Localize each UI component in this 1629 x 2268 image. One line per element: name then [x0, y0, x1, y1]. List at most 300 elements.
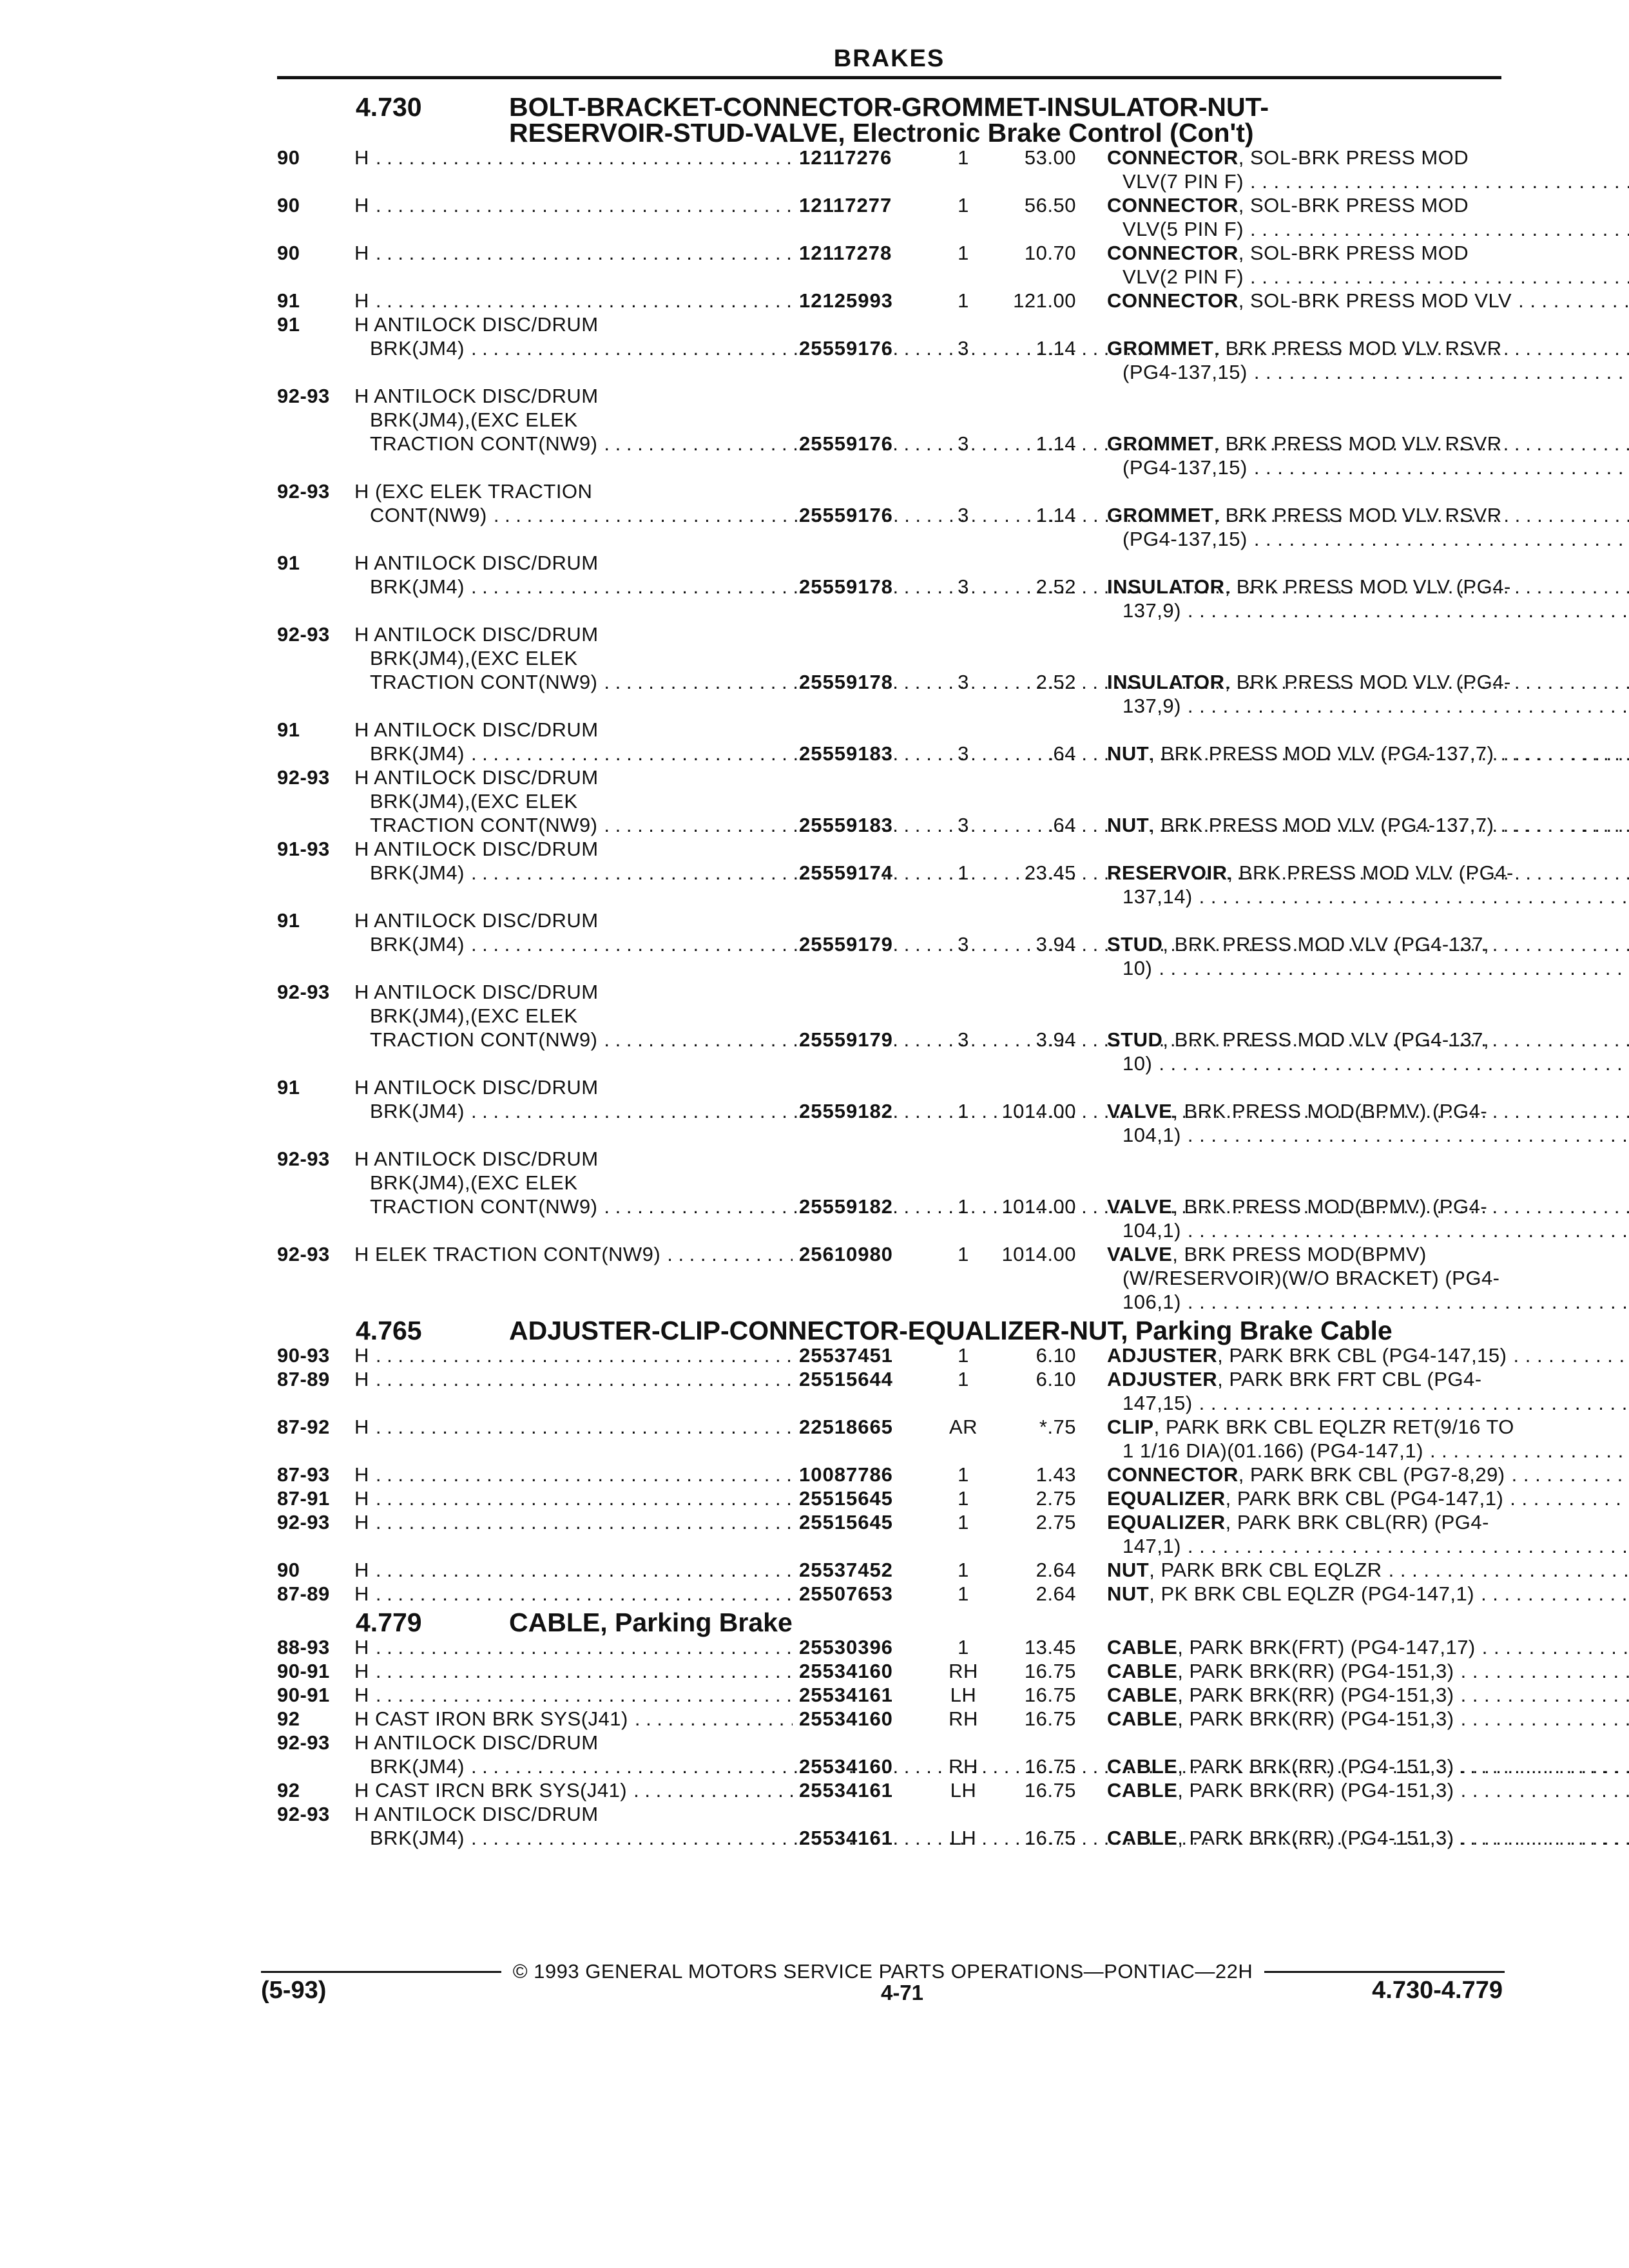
- footer-date: (5-93): [261, 1977, 327, 2004]
- part-name-cell: [1076, 1463, 1629, 1486]
- quantity: 1: [958, 1195, 969, 1218]
- dot-leader: [1481, 1582, 1629, 1606]
- model-years: 90: [277, 194, 300, 216]
- part-noun: EQUALIZER: [1107, 1487, 1226, 1510]
- price-cell: [986, 193, 1076, 241]
- part-name-line: [1107, 1415, 1629, 1439]
- part-name-text: [1107, 336, 1502, 360]
- part-modifier: , PK BRK CBL EQLZR (PG4-147,1): [1149, 1582, 1475, 1605]
- price: 2.64: [1036, 1559, 1076, 1581]
- usage-description: [354, 1075, 799, 1147]
- model-years: 92-93: [277, 1148, 330, 1170]
- price: 2.64: [1036, 1582, 1076, 1605]
- part-name-text: 10): [1123, 957, 1153, 979]
- usage-line: H ANTILOCK DISC/DRUM: [354, 313, 599, 336]
- part-number: 25534160: [799, 1660, 893, 1682]
- part-number: 25515645: [799, 1487, 893, 1510]
- quantity-cell: [941, 1415, 986, 1463]
- part-number-cell: [799, 1778, 941, 1802]
- part-number: 25559176: [799, 337, 893, 360]
- part-name-cell: [1076, 1242, 1629, 1314]
- part-number: 25534160: [799, 1755, 893, 1778]
- quantity: 3: [958, 432, 969, 455]
- part-name-text: [1107, 1582, 1474, 1606]
- price: .64: [1047, 814, 1076, 836]
- model-years: 88-93: [277, 1636, 330, 1658]
- usage-line: H ANTILOCK DISC/DRUM: [354, 1076, 599, 1099]
- part-name-cell: [1076, 1486, 1629, 1510]
- part-name-line: [1107, 932, 1629, 956]
- dot-leader: [1461, 1683, 1629, 1707]
- part-name-cell: [1076, 1707, 1629, 1731]
- part-name-text: [1107, 670, 1511, 694]
- table-row: [277, 1659, 1501, 1683]
- dot-leader: [1254, 456, 1629, 479]
- part-number: 25515644: [799, 1368, 893, 1390]
- part-name-text: [1107, 1486, 1503, 1510]
- part-number: 25559179: [799, 933, 893, 956]
- usage-line: [354, 932, 799, 956]
- part-name-line: [1107, 1558, 1629, 1582]
- price: 6.10: [1036, 1368, 1076, 1390]
- price: 2.75: [1036, 1487, 1076, 1510]
- part-modifier: , PARK BRK(FRT) (PG4-147,17): [1177, 1636, 1476, 1658]
- part-number-cell: [799, 837, 941, 908]
- part-modifier: , PARK BRK CBL EQLZR RET(9/16 TO: [1153, 1416, 1514, 1438]
- part-name-text: [1107, 742, 1494, 765]
- quantity-cell: [941, 384, 986, 479]
- quantity: 1: [958, 861, 969, 884]
- section-heading: [277, 94, 1501, 146]
- part-name-cell: [1076, 908, 1629, 980]
- quantity-cell: [941, 1463, 986, 1486]
- part-name-text: 104,1): [1123, 1124, 1181, 1146]
- part-noun: INSULATOR: [1107, 671, 1225, 693]
- section-number: 4.730: [356, 92, 422, 122]
- usage-line: [354, 1195, 799, 1218]
- model-years: 92-93: [277, 1243, 330, 1265]
- part-number: 25515645: [799, 1511, 893, 1533]
- footer-section-range: 4.730-4.779: [1372, 1977, 1503, 2004]
- price-cell: [986, 1558, 1076, 1582]
- dot-leader: [1461, 1707, 1629, 1731]
- price: 1014.00: [1001, 1195, 1076, 1218]
- quantity-cell: [941, 837, 986, 908]
- part-name-text: [1107, 289, 1512, 312]
- dot-leader: [1199, 1391, 1629, 1415]
- usage-line: H (EXC ELEK TRACTION: [354, 480, 593, 503]
- part-name-line: [1107, 670, 1629, 694]
- price: 16.75: [1024, 1779, 1076, 1802]
- usage-description: [354, 1343, 799, 1367]
- part-modifier: , BRK PRESS MOD VLV RSVR: [1213, 432, 1502, 455]
- part-name-cell: [1076, 1367, 1629, 1415]
- part-number-cell: [799, 1510, 941, 1558]
- part-name-text: [1107, 1415, 1514, 1439]
- price-cell: [986, 908, 1076, 980]
- part-name-line: [1107, 1367, 1629, 1391]
- usage-text: BRK(JM4): [370, 1755, 465, 1778]
- part-number-cell: [799, 1147, 941, 1242]
- usage-line: BRK(JM4),(EXC ELEK: [370, 1004, 578, 1027]
- usage-text: H: [354, 1416, 369, 1438]
- part-modifier: , BRK PRESS MOD(BPMV): [1172, 1243, 1427, 1265]
- dot-leader: [1518, 289, 1629, 312]
- part-name-cell: [1076, 193, 1629, 241]
- model-years: 91-93: [277, 838, 330, 860]
- price-cell: [986, 1683, 1076, 1707]
- quantity: 3: [958, 337, 969, 360]
- price-cell: [986, 837, 1076, 908]
- part-name-line: [1107, 861, 1629, 885]
- dot-leader: [376, 1415, 793, 1439]
- model-years: 91: [277, 718, 300, 741]
- quantity-cell: [941, 1707, 986, 1731]
- quantity: 3: [958, 575, 969, 598]
- part-name-text: 104,1): [1123, 1219, 1181, 1242]
- usage-line: [354, 1707, 799, 1731]
- usage-line: [354, 1778, 799, 1802]
- usage-description: [354, 1778, 799, 1802]
- usage-line: [354, 1510, 799, 1534]
- usage-text: H: [354, 1487, 369, 1510]
- part-noun: CONNECTOR: [1107, 146, 1239, 169]
- quantity-cell: [941, 551, 986, 622]
- usage-description: [354, 384, 799, 479]
- part-number-cell: [799, 1367, 941, 1415]
- dot-leader: [1461, 1778, 1629, 1802]
- usage-text: H: [354, 1582, 369, 1605]
- part-modifier: , SOL-BRK PRESS MOD: [1238, 194, 1469, 216]
- part-name-line: [1107, 694, 1629, 718]
- part-modifier: , PARK BRK(RR) (PG4-151,3): [1177, 1684, 1454, 1706]
- part-name-cell: [1076, 1582, 1629, 1606]
- model-years: 90: [277, 146, 300, 169]
- section-title: [509, 1610, 1501, 1635]
- quantity-cell: [941, 1367, 986, 1415]
- quantity-cell: [941, 1147, 986, 1242]
- usage-line: [354, 1099, 799, 1123]
- part-name-line: [1107, 885, 1629, 908]
- part-name-line: [1107, 1534, 1629, 1558]
- part-name-text: [1107, 1510, 1489, 1534]
- part-modifier: , PARK BRK CBL (PG4-147,15): [1217, 1344, 1507, 1367]
- dot-leader: [667, 1242, 793, 1266]
- dot-leader: [1188, 599, 1629, 622]
- model-years: 91: [277, 313, 300, 336]
- table-row: [277, 1558, 1501, 1582]
- part-noun: CABLE: [1107, 1707, 1178, 1730]
- usage-line: H ANTILOCK DISC/DRUM: [354, 909, 599, 932]
- usage-line: H ANTILOCK DISC/DRUM: [354, 766, 599, 789]
- part-modifier: , PARK BRK CBL (PG7-8,29): [1238, 1463, 1505, 1486]
- part-noun: CABLE: [1107, 1636, 1178, 1658]
- part-name-line: [1107, 336, 1629, 360]
- table-row: [277, 193, 1501, 241]
- part-number-cell: [799, 1582, 941, 1606]
- table-row: [277, 718, 1501, 765]
- price: 2.75: [1036, 1511, 1076, 1533]
- quantity-cell: [941, 1731, 986, 1778]
- section-title-line: CABLE, Parking Brake: [509, 1608, 793, 1637]
- table-row: [277, 765, 1501, 837]
- model-years: 92: [277, 1707, 300, 1730]
- part-name-line: [1107, 1510, 1629, 1534]
- part-modifier: , BRK PRESS MOD VLV (PG4-137,7): [1149, 814, 1494, 836]
- usage-description: [354, 551, 799, 622]
- usage-line: [354, 742, 799, 765]
- part-number-cell: [799, 384, 941, 479]
- quantity: 1: [958, 194, 969, 216]
- dot-leader: [1159, 1052, 1629, 1075]
- part-name-line: [1107, 599, 1629, 622]
- part-noun: VALVE: [1107, 1195, 1173, 1218]
- usage-text: BRK(JM4): [370, 742, 465, 765]
- part-noun: NUT: [1107, 1582, 1150, 1605]
- dot-leader: [1188, 694, 1629, 718]
- usage-line: [354, 241, 799, 265]
- model-years: 92-93: [277, 766, 330, 789]
- usage-description: [354, 1707, 799, 1731]
- price-cell: [986, 289, 1076, 312]
- footer-page-number: 4-71: [880, 1981, 924, 2004]
- dot-leader: [1512, 1463, 1629, 1486]
- usage-line: [354, 289, 799, 312]
- price: 3.94: [1036, 933, 1076, 956]
- part-noun: ADJUSTER: [1107, 1344, 1218, 1367]
- part-number-cell: [799, 1075, 941, 1147]
- usage-line: [354, 1028, 799, 1052]
- quantity-cell: [941, 1659, 986, 1683]
- part-name-line: [1107, 1778, 1629, 1802]
- price-cell: [986, 980, 1076, 1075]
- part-name-cell: [1076, 1558, 1629, 1582]
- model-years: 92-93: [277, 623, 330, 646]
- part-name-line: [1107, 1242, 1629, 1266]
- part-name-text: [1107, 241, 1469, 265]
- part-number: 25559179: [799, 1028, 893, 1051]
- part-noun: STUD: [1107, 933, 1163, 956]
- parts-catalog: [277, 90, 1514, 1850]
- usage-description: [354, 193, 799, 241]
- price: 1014.00: [1001, 1100, 1076, 1122]
- usage-line: H ANTILOCK DISC/DRUM: [354, 1803, 599, 1825]
- price-cell: [986, 312, 1076, 384]
- usage-line: [354, 1754, 799, 1778]
- part-name-cell: [1076, 1731, 1629, 1778]
- quantity: 1: [958, 1463, 969, 1486]
- table-row: [277, 312, 1501, 384]
- part-number: 12117278: [799, 242, 892, 264]
- usage-line: [354, 503, 799, 527]
- quantity: 1: [958, 1636, 969, 1658]
- usage-line: [354, 670, 799, 694]
- dot-leader: [1461, 1754, 1629, 1778]
- part-number: 12125993: [799, 289, 893, 312]
- part-name-line: [1107, 217, 1629, 241]
- price-cell: [986, 1731, 1076, 1778]
- dot-leader: [376, 1510, 793, 1534]
- part-number-cell: [799, 241, 941, 289]
- usage-line: [354, 1415, 799, 1439]
- dot-leader: [1199, 885, 1629, 908]
- part-name-line: [1107, 1582, 1629, 1606]
- usage-text: CONT(NW9): [370, 504, 487, 526]
- usage-description: [354, 908, 799, 980]
- part-number-cell: [799, 1731, 941, 1778]
- part-name-line: [1107, 265, 1629, 289]
- section-title-line: BOLT-BRACKET-CONNECTOR-GROMMET-INSULATOR-NUT-: [509, 92, 1269, 122]
- part-name-text: [1107, 861, 1514, 885]
- usage-line: [354, 193, 799, 217]
- part-modifier: , BRK PRESS MOD VLV (PG4-: [1227, 861, 1514, 884]
- part-name-text: [1107, 1778, 1454, 1802]
- quantity: 3: [958, 671, 969, 693]
- part-number: 25559174: [799, 861, 893, 884]
- price-cell: [986, 1463, 1076, 1486]
- dot-leader: [376, 1558, 793, 1582]
- quantity: LH: [950, 1779, 977, 1802]
- part-number-cell: [799, 1802, 941, 1850]
- part-name-text: 137,9): [1123, 695, 1181, 717]
- price-cell: [986, 765, 1076, 837]
- usage-text: H: [354, 1636, 369, 1658]
- usage-description: [354, 1147, 799, 1242]
- part-number: 25534161: [799, 1684, 893, 1706]
- usage-text: H: [354, 1559, 369, 1581]
- quantity-cell: [941, 146, 986, 193]
- price: 13.45: [1024, 1636, 1076, 1658]
- dot-leader: [376, 1463, 793, 1486]
- quantity-cell: [941, 1582, 986, 1606]
- usage-line: [354, 1826, 799, 1850]
- part-name-text: 147,15): [1123, 1392, 1193, 1414]
- usage-description: [354, 1582, 799, 1606]
- part-name-text: [1107, 1343, 1507, 1367]
- model-years: 91: [277, 552, 300, 574]
- usage-line: [354, 1367, 799, 1391]
- dot-leader: [635, 1707, 793, 1731]
- part-name-line: [1107, 1826, 1629, 1850]
- usage-line: BRK(JM4),(EXC ELEK: [370, 790, 578, 812]
- section-heading: [277, 1610, 1501, 1635]
- part-name-line: [1107, 1266, 1629, 1290]
- usage-description: [354, 1558, 799, 1582]
- dot-leader: [1510, 1486, 1629, 1510]
- part-modifier: , BRK PRESS MOD VLV RSVR: [1213, 504, 1502, 526]
- part-name-text: VLV(7 PIN F): [1123, 170, 1244, 193]
- usage-description: [354, 1367, 799, 1415]
- dot-leader: [376, 146, 793, 169]
- part-name-text: 106,1): [1123, 1291, 1181, 1313]
- quantity-cell: [941, 1778, 986, 1802]
- part-modifier: , PARK BRK(RR) (PG4-151,3): [1177, 1707, 1454, 1730]
- usage-line: [354, 1659, 799, 1683]
- part-noun: VALVE: [1107, 1243, 1173, 1265]
- part-name-text: [1107, 503, 1502, 527]
- part-noun: EQUALIZER: [1107, 1511, 1226, 1533]
- part-name-cell: [1076, 1415, 1629, 1463]
- usage-description: [354, 241, 799, 289]
- part-name-line: [1107, 956, 1629, 980]
- dot-leader: [1188, 1534, 1629, 1558]
- part-number-cell: [799, 289, 941, 312]
- table-row: [277, 1582, 1501, 1606]
- usage-text: H: [354, 194, 369, 216]
- quantity-cell: [941, 479, 986, 551]
- quantity: 1: [958, 289, 969, 312]
- usage-description: [354, 1635, 799, 1659]
- part-modifier: , PARK BRK FRT CBL (PG4-: [1217, 1368, 1482, 1390]
- usage-description: [354, 718, 799, 765]
- table-row: [277, 1075, 1501, 1147]
- usage-text: BRK(JM4): [370, 1827, 465, 1849]
- quantity-cell: [941, 1802, 986, 1850]
- part-name-line: [1107, 1635, 1629, 1659]
- usage-line: [354, 1683, 799, 1707]
- part-name-text: (PG4-137,15): [1123, 456, 1248, 479]
- part-name-cell: [1076, 1510, 1629, 1558]
- model-years: 90-91: [277, 1660, 330, 1682]
- usage-description: [354, 980, 799, 1075]
- part-name-cell: [1076, 312, 1629, 384]
- part-name-text: [1107, 1195, 1487, 1218]
- part-name-line: [1107, 360, 1629, 384]
- part-name-text: [1107, 1367, 1482, 1391]
- quantity: 1: [958, 1511, 969, 1533]
- part-number-cell: [799, 1683, 941, 1707]
- model-years: 87-92: [277, 1416, 330, 1438]
- usage-description: [354, 1463, 799, 1486]
- model-years: 90: [277, 1559, 300, 1581]
- part-name-cell: [1076, 551, 1629, 622]
- part-number: 25559183: [799, 742, 893, 765]
- part-number: 25559176: [799, 432, 893, 455]
- price: 1014.00: [1001, 1243, 1076, 1265]
- part-number-cell: [799, 622, 941, 718]
- usage-line: H ANTILOCK DISC/DRUM: [354, 385, 599, 407]
- price-cell: [986, 1707, 1076, 1731]
- usage-line: [354, 1343, 799, 1367]
- part-modifier: , SOL-BRK PRESS MOD: [1238, 242, 1469, 264]
- price: 16.75: [1024, 1827, 1076, 1849]
- model-years: 92-93: [277, 1511, 330, 1533]
- price: 10.70: [1024, 242, 1076, 264]
- footer-rule-left: [261, 1971, 501, 1973]
- dot-leader: [1188, 1290, 1629, 1314]
- price: 121.00: [1013, 289, 1076, 312]
- dot-leader: [376, 1635, 793, 1659]
- part-number: 25559178: [799, 575, 893, 598]
- section-title-line: RESERVOIR-STUD-VALVE, Electronic Brake Control (Con't): [509, 118, 1254, 148]
- part-name-line: [1107, 813, 1629, 837]
- usage-line: [354, 1635, 799, 1659]
- part-name-text: [1107, 1826, 1454, 1850]
- usage-line: H ANTILOCK DISC/DRUM: [354, 981, 599, 1003]
- usage-description: [354, 1486, 799, 1510]
- part-name-cell: [1076, 718, 1629, 765]
- part-modifier: , BRK PRESS MOD VLV (PG4-137,7): [1149, 742, 1494, 765]
- model-years: 90-93: [277, 1344, 330, 1367]
- quantity: AR: [949, 1416, 978, 1438]
- table-row: [277, 837, 1514, 908]
- usage-line: [354, 1486, 799, 1510]
- part-number-cell: [799, 1635, 941, 1659]
- part-number: 25530396: [799, 1636, 893, 1658]
- price: 53.00: [1024, 146, 1076, 169]
- quantity: RH: [949, 1755, 978, 1778]
- price: 2.52: [1036, 671, 1076, 693]
